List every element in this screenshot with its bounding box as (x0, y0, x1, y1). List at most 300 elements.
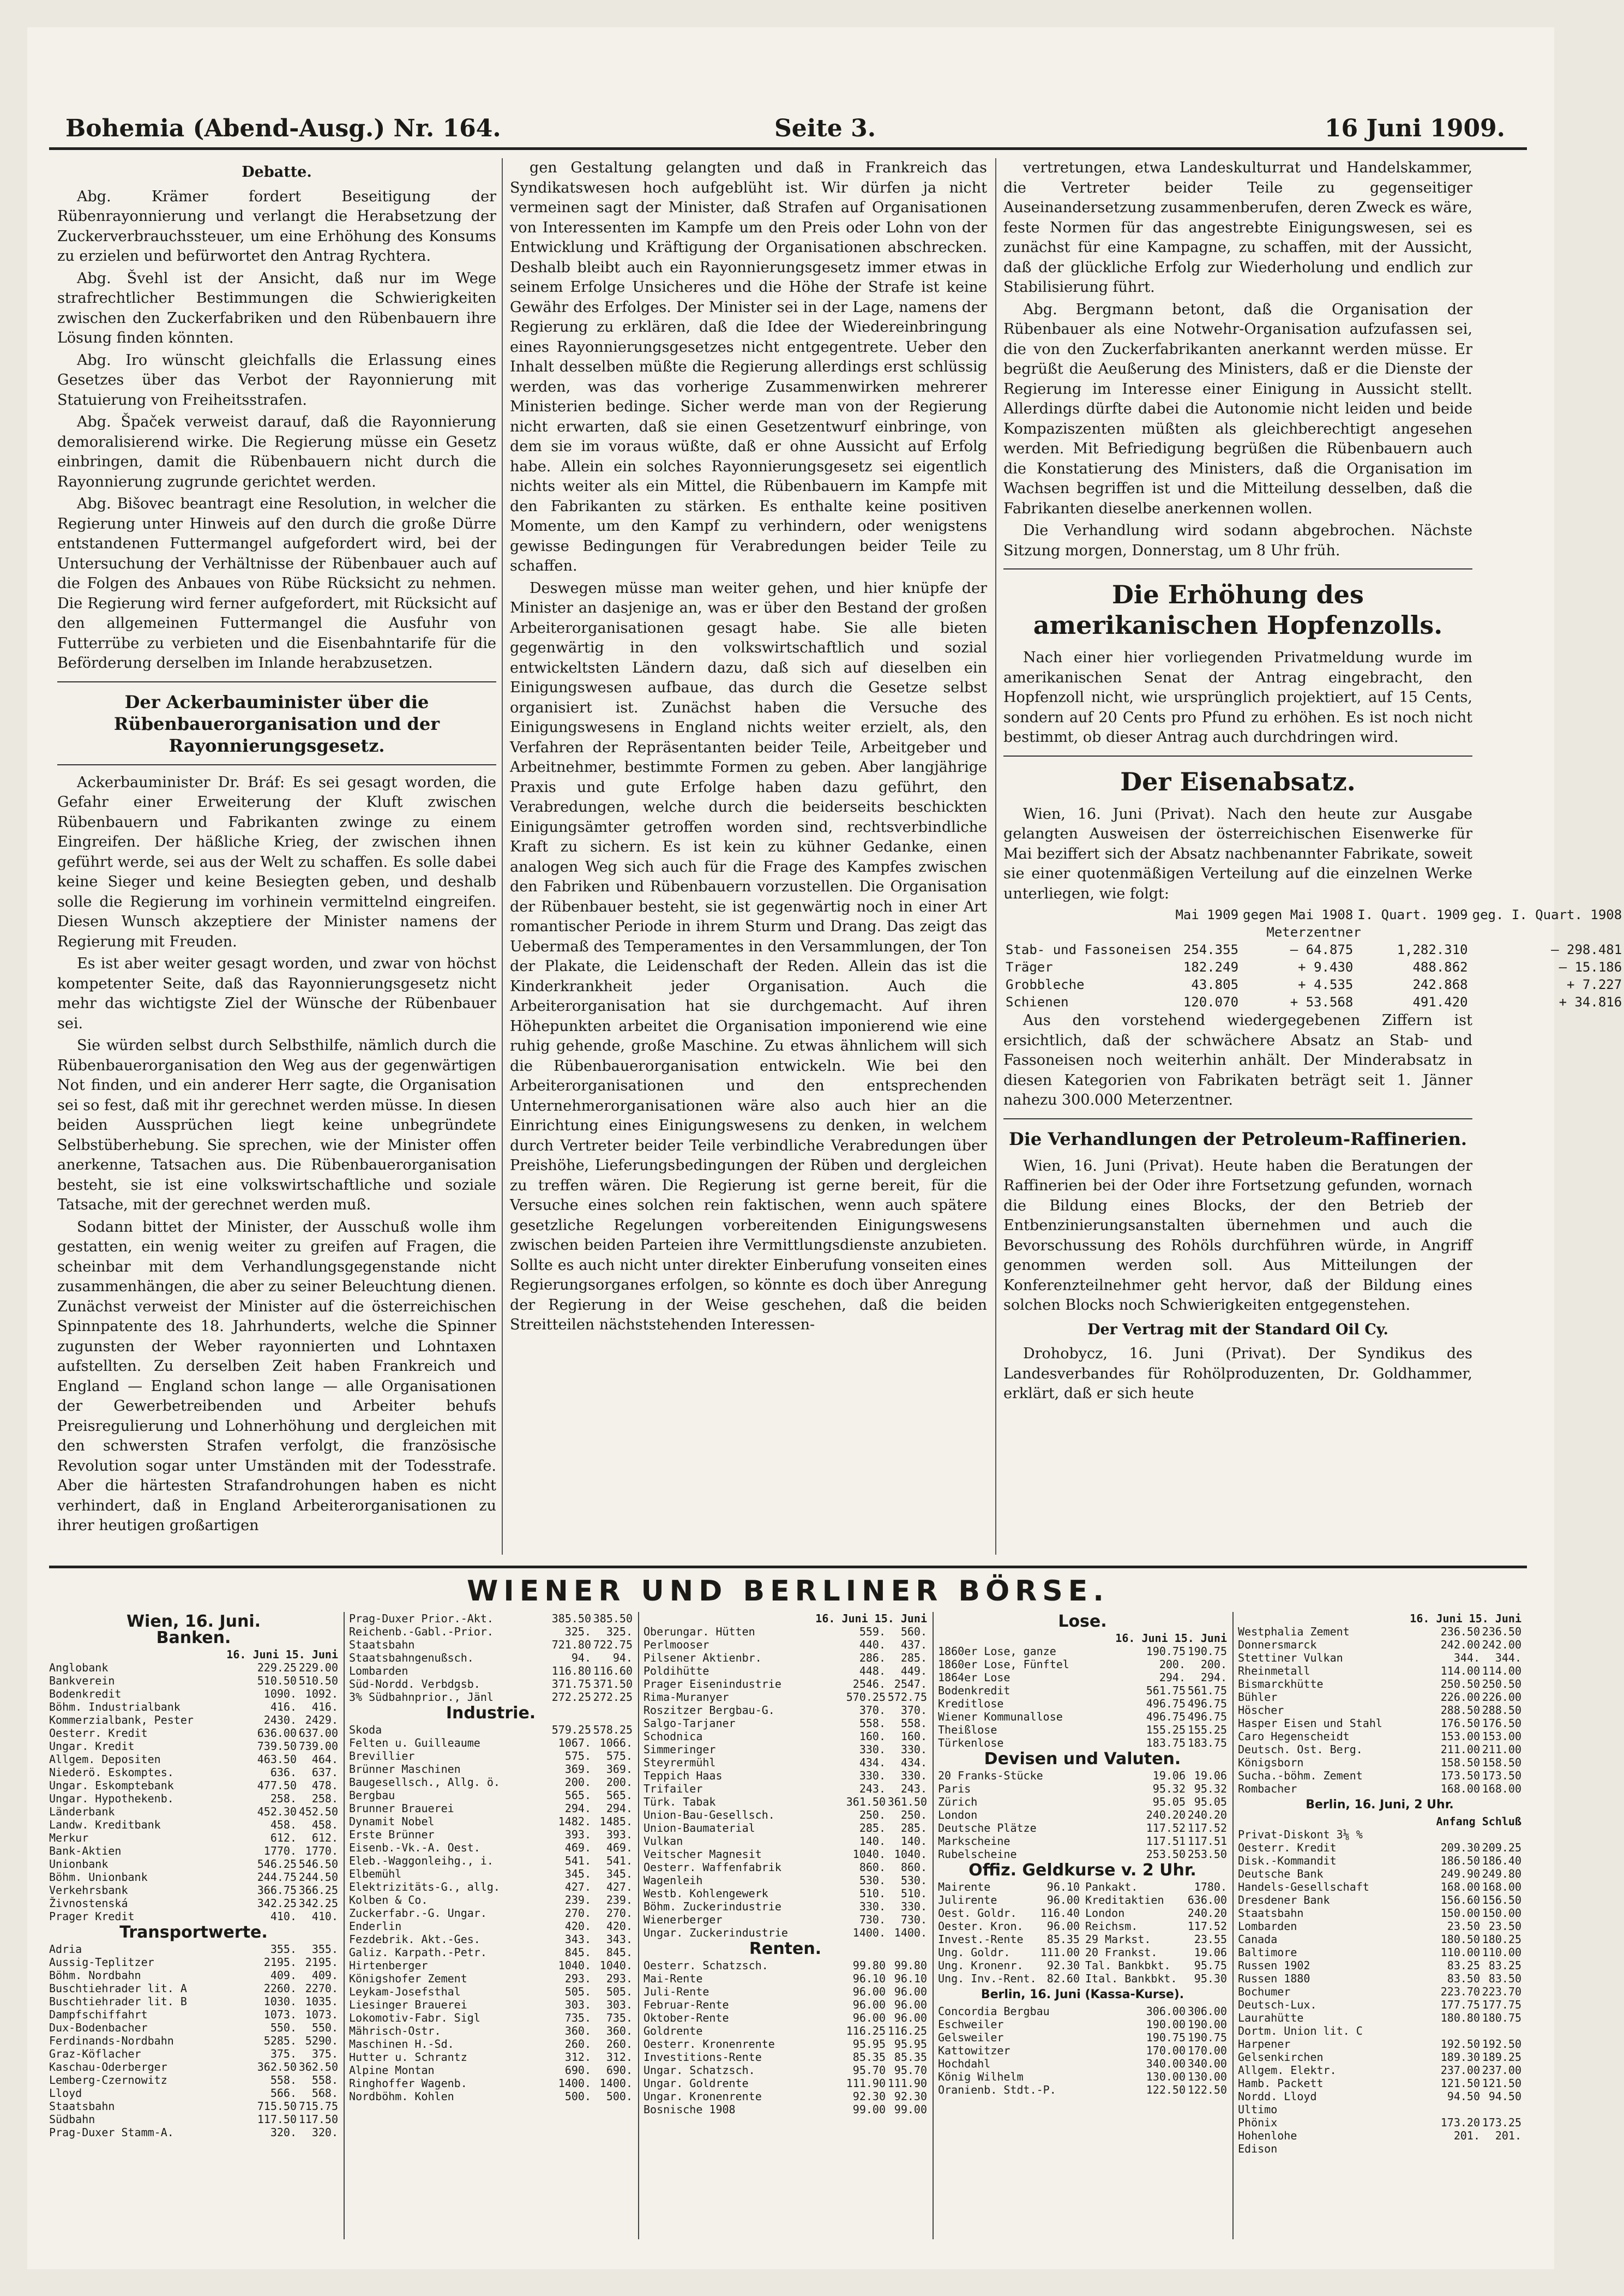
quote-value: 94.50 (1447, 2090, 1480, 2103)
quote-name: Königshofer Zement (349, 1972, 467, 1985)
quote-row (1238, 2090, 1521, 2103)
quote-row (1238, 1769, 1521, 1782)
quote-value: 541. (606, 1854, 633, 1867)
quote-row (349, 1867, 633, 1880)
quote-value: 170.00 (1146, 2044, 1186, 2057)
quote-row (643, 1651, 927, 1664)
quote-value: 236.50 (1482, 1625, 1521, 1638)
quote-name: Wagenleih (643, 1874, 703, 1887)
quote-name: Lemberg-Czernowitz (49, 2073, 167, 2087)
quote-name: Eleb.-Waggonleihg., i. (349, 1854, 494, 1867)
quote-row (49, 1910, 338, 1923)
quote-row (1238, 2024, 1521, 2037)
quote-value: 258. (311, 1792, 338, 1805)
boerse-date-header: Anfang Schluß (1436, 1815, 1521, 1828)
quote-row (938, 1697, 1227, 1710)
quote-value: 150.00 (1440, 1907, 1480, 1920)
quote-row (643, 2064, 927, 2077)
quote-value: 530. (900, 1874, 927, 1887)
quote-value: 690. (564, 2064, 591, 2077)
article-paragraph: Ackerbauminister Dr. Bráf: Es sei gesagt worden, die Gefahr einer Erweiterung der Kluft zwischen Rübenbauern und Fabrikanten zwinge zu einem Eingreifen. Der häßliche Krieg, der zwischen ihnen geführt werde, sei aus der Welt zu schaffen. Es solle dabei keine Sieger und keine Besiegten geben, und deshalb solle die Regierung im vorhinein vermittelnd eingreifen. Diesen Wunsch akzeptiere der Minister namens der Regierung mit Freuden. (57, 774, 496, 950)
quote-row (49, 1700, 338, 1713)
quote-value: 385.50 (593, 1612, 633, 1625)
quote-value: 111.90 (887, 2077, 927, 2090)
quote-list (938, 1880, 1227, 1985)
quote-row (49, 1779, 338, 1792)
quote-name: Oesterr. Kredit (49, 1727, 148, 1740)
quote-value: 325. (606, 1625, 633, 1638)
quote-name: Oest. Goldr. (938, 1907, 1017, 1920)
quote-name: Brünner Maschinen (349, 1763, 461, 1776)
quote-value: 541. (564, 1854, 591, 1867)
quote-value: 96.00 (852, 1998, 886, 2011)
quote-name: Wiener Kommunallose (938, 1710, 1063, 1723)
quote-value: 173.50 (1482, 1769, 1521, 1782)
quote-value: 99.80 (894, 1959, 927, 1972)
quote-value: 575. (564, 1749, 591, 1763)
column-2 (510, 158, 987, 1566)
quote-row (349, 1815, 633, 1828)
quote-value: 416. (311, 1700, 338, 1713)
quote-row (938, 1893, 1227, 1907)
quote-value: 559. (859, 1625, 886, 1638)
quote-value: 237.00 (1440, 2064, 1480, 2077)
quote-name: Lloyd (49, 2087, 82, 2100)
quote-row (643, 1926, 927, 1939)
quote-name: Salgo-Tarjaner (643, 1717, 736, 1730)
quote-name: Buschtiehrader lit. B (49, 1995, 187, 2008)
quote-value: 186.40 (1482, 1854, 1521, 1867)
quote-value: 272.25 (551, 1690, 591, 1704)
quote-value: 130.00 (1187, 2070, 1227, 2083)
quote-row (643, 2011, 927, 2024)
article-paragraph: Wien, 16. Juni (Privat). Nach den heute zur Ausgabe gelangten Ausweisen der österreichischen Eisenwerke für Mai beziffert sich der Absatz nachbenannter Fabrikate, soweit sie einer quotenmäßigen Verteilung auf die einzelnen Werke unterliegen, wie folgt: (1003, 805, 1472, 902)
quote-name: Länderbank (49, 1805, 115, 1818)
quote-row (1238, 1730, 1521, 1743)
quote-value: 121.50 (1440, 2077, 1480, 2090)
table-cell (1003, 906, 1173, 924)
quote-value: 240.20 (1187, 1907, 1227, 1920)
quote-value: 293. (606, 1972, 633, 1985)
quote-value: 92.30 (852, 2090, 886, 2103)
quote-name: Ultimo (1238, 2103, 1278, 2116)
quote-name: Mährisch-Ostr. (349, 2024, 441, 2037)
quote-value: 83.25 (1488, 1959, 1521, 1972)
quote-name: Aussig-Teplitzer (49, 1956, 154, 1969)
quote-value: 496.75 (1146, 1697, 1186, 1710)
table-cell: 254.355 (1183, 942, 1239, 957)
quote-value: 95.30 (1194, 1972, 1227, 1985)
quote-name: Rheinmetall (1238, 1664, 1310, 1677)
quote-value: 1400. (599, 2077, 633, 2090)
quote-name: Hochdahl (938, 2057, 991, 2070)
quote-row (49, 1805, 338, 1818)
quote-name: Trifailer (643, 1782, 703, 1795)
quote-value: 434. (900, 1756, 927, 1769)
quote-value: 1035. (305, 1995, 338, 2008)
table-cell: + 7.227 (1567, 977, 1622, 992)
quote-name: Bergbau (349, 1789, 395, 1802)
quote-value: 427. (564, 1880, 591, 1893)
table-cell: 182.249 (1183, 960, 1239, 975)
quote-value: 1040. (599, 1959, 633, 1972)
quote-value: 244.50 (298, 1871, 338, 1884)
quote-row (938, 1782, 1227, 1795)
quote-row (1238, 1717, 1521, 1730)
quote-value: 1030. (263, 1995, 297, 2008)
quote-value: 330. (900, 1900, 927, 1913)
quote-value: 410. (270, 1910, 297, 1923)
section-title-debatte: Debatte. (242, 164, 312, 181)
quote-value: 240.20 (1187, 1808, 1227, 1821)
boerse-section-industrie: Industrie. (446, 1704, 536, 1723)
quote-value: 393. (564, 1828, 591, 1841)
quote-row (349, 1612, 633, 1625)
quote-row (1238, 1704, 1521, 1717)
quote-name: Oesterr. Waffenfabrik (643, 1861, 781, 1874)
quote-value: 95.75 (1194, 1959, 1227, 1972)
quote-value: 366.25 (298, 1884, 338, 1897)
quote-name: Staatsbahngenußsch. (349, 1651, 474, 1664)
quote-row (643, 1664, 927, 1677)
quote-name: Graz-Köflacher (49, 2047, 141, 2060)
quote-value: 572.75 (887, 1690, 927, 1704)
quote-value: 168.00 (1482, 1880, 1521, 1893)
quote-name: Bochumer (1238, 1985, 1291, 1998)
quote-row (349, 1789, 633, 1802)
quote-name: Union-Baumaterial (643, 1821, 755, 1835)
quote-value: 636. (270, 1766, 297, 1779)
quote-value: 158.50 (1440, 1756, 1480, 1769)
quote-value: 211.00 (1440, 1743, 1480, 1756)
quote-value: 156.50 (1482, 1893, 1521, 1907)
quote-value: 173.20 (1440, 2116, 1480, 2129)
quote-row (349, 1802, 633, 1815)
quote-value: 2429. (305, 1713, 338, 1727)
quote-name: Prager Kredit (49, 1910, 135, 1923)
quote-name: Zürich (938, 1795, 978, 1808)
quote-value: 440. (859, 1638, 886, 1651)
quote-value: 19.06 (1152, 1769, 1186, 1782)
quote-value: 330. (900, 1769, 927, 1782)
quote-value: 371.75 (551, 1677, 591, 1690)
quote-name: Südbahn (49, 2113, 95, 2126)
quote-name: Niederö. Eskomptes. (49, 1766, 174, 1779)
quote-row (49, 1831, 338, 1844)
table-cell: + 34.816 (1559, 994, 1622, 1010)
quote-name: Hirtenberger (349, 1959, 428, 1972)
article-paragraph: Abg. Bergmann betont, daß die Organisation der Rübenbauer als eine Notwehr-Organisation aufzufassen sei, die von den Zuckerfabrikanten anerkannt werden müsse. Er begrüßt die Aeußerung des Ministers, daß er die Dienste der Regierung im Interesse einer Einigung in Aussicht stellt. Allerdings dürfte dabei die Autonomie nicht leiden und beide Kompaziszenten müßten als gleichberechtigt angesehen werden. Mit Befriedigung begrüßen die Rübenbauern auch die Konstatierung des Ministers, daß die Organisation im Wachsen begriffen ist und die Mitteilung desselben, daß die Fabrikanten dieselbe anerkennen wollen. (1003, 301, 1472, 517)
quote-name: Pilsener Aktienbr. (643, 1651, 762, 1664)
table-cell: Stab- und Fassoneisen (1006, 942, 1171, 957)
quote-name: 1860er Lose, ganze (938, 1645, 1056, 1658)
quote-row (643, 1690, 927, 1704)
quote-value: 110.00 (1482, 1946, 1521, 1959)
quote-value: 116.25 (846, 2024, 886, 2037)
quote-row (643, 1756, 927, 1769)
quote-value: 116.60 (593, 1664, 633, 1677)
quote-name: Skoda (349, 1723, 382, 1736)
quote-row (938, 2005, 1227, 2018)
quote-value: 575. (606, 1749, 633, 1763)
quote-value: 410. (311, 1910, 338, 1923)
quote-name: Mai-Rente (643, 1972, 703, 1985)
quote-list (49, 1943, 338, 2139)
quote-name: Nordd. Lloyd (1238, 2090, 1317, 2103)
quote-row (49, 1687, 338, 1700)
quote-value: 330. (900, 1743, 927, 1756)
quote-name: Prager Eisenindustrie (643, 1677, 781, 1690)
quote-value: 393. (606, 1828, 633, 1841)
quote-row (349, 1893, 633, 1907)
quote-row (349, 1763, 633, 1776)
quote-row (49, 2021, 338, 2034)
table-cell: 242.868 (1412, 977, 1468, 992)
quote-name: Goldrente (643, 2024, 703, 2037)
quote-row (49, 1943, 338, 1956)
quote-value: 226.00 (1482, 1690, 1521, 1704)
boerse-city-date: Wien, 16. Juni. (126, 1612, 261, 1631)
quote-value: 95.05 (1194, 1795, 1227, 1808)
table-cell: + 53.568 (1290, 994, 1354, 1010)
header-page-number: Seite 3. (774, 115, 876, 142)
column-divider (502, 158, 503, 1555)
quote-value: 95.95 (894, 2037, 927, 2051)
quote-value: 320. (311, 2126, 338, 2139)
quote-value: 312. (564, 2051, 591, 2064)
quote-value: 116.40 (1040, 1907, 1080, 1920)
quote-value: 369. (606, 1763, 633, 1776)
quote-value: 240.20 (1146, 1808, 1186, 1821)
quote-name: Deutsch. Ost. Berg. (1238, 1743, 1363, 1756)
quote-row (349, 1985, 633, 1998)
quote-name: Hasper Eisen und Stahl (1238, 1717, 1382, 1730)
quote-name: Oktober-Rente (643, 2011, 729, 2024)
quote-row (643, 2037, 927, 2051)
quote-value: 612. (270, 1831, 297, 1844)
quote-name: Eschweiler (938, 2018, 1004, 2031)
article-headline-eisenabsatz: Der Eisenabsatz. (1120, 766, 1356, 796)
quote-value: 239. (606, 1893, 633, 1907)
quote-value: 19.06 (1194, 1946, 1227, 1959)
quote-row (643, 1972, 927, 1985)
quote-value: 92.30 (1046, 1959, 1080, 1972)
quote-row (349, 2024, 633, 2037)
table-cell: Träger (1006, 960, 1053, 975)
quote-name: Russen 1902 (1238, 1959, 1310, 1972)
quote-name: Baltimore (1238, 1946, 1297, 1959)
quote-name: Februar-Rente (643, 1998, 729, 2011)
article-paragraph: Abg. Bišovec beantragt eine Resolution, in welcher die Regierung unter Hinweis auf den durch die große Dürre entstandenen Futtermangel aufgefordert wird, bei der Untersuchung der Verhältnisse der Rübenbauer auch auf die Folgen des Anbaues von Rübe Rücksicht zu nehmen. Die Regierung wird ferner aufgefordert, mit Rücksicht auf den allgemeinen Futtermangel die Ausfuhr von Futterrübe zu verbieten und die Eisenbahntarife für die Beförderung derselben im Inlande herabzusetzen. (57, 495, 496, 672)
quote-value: 325. (564, 1625, 591, 1638)
quote-name: Bodenkredit (49, 1687, 122, 1700)
quote-row (49, 2008, 338, 2021)
quote-row (938, 2044, 1227, 2057)
quote-value: 636.00 (257, 1727, 297, 1740)
quote-value: 242.00 (1440, 1638, 1480, 1651)
quote-row (49, 1766, 338, 1779)
quote-row (643, 1985, 927, 1998)
quote-name: Westphalia Zement (1238, 1625, 1350, 1638)
table-cell: 491.420 (1412, 994, 1468, 1010)
quote-row (938, 2018, 1227, 2031)
quote-name: 1860er Lose, Fünftel (938, 1658, 1069, 1671)
quote-value: 150.00 (1482, 1907, 1521, 1920)
quote-row (349, 1972, 633, 1985)
quote-row (49, 1871, 338, 1884)
quote-row (49, 2087, 338, 2100)
quote-row (1238, 1651, 1521, 1664)
table-row (1003, 958, 1624, 976)
quote-value: 155.25 (1187, 1723, 1227, 1736)
quote-value: 250.50 (1440, 1677, 1480, 1690)
quote-value: 1780. (1194, 1880, 1227, 1893)
quote-value: 96.00 (894, 2011, 927, 2024)
quote-value: 530. (859, 1874, 886, 1887)
quote-value: 478. (311, 1779, 338, 1792)
quote-row (349, 1828, 633, 1841)
article-paragraph: Wien, 16. Juni (Privat). Heute haben die Beratungen der Raffinerien bei der Oder ihre Fortsetzung gefunden, wornach die Bildung eines Blocks, der den Betrieb der Entbenzinierungsanstalten übernehmen und auch die Bevorschussung des Rohöls durchführen würde, in Angriff genommen werden soll. Aus Mitteilungen der Konferenzteilnehmer geht hervor, daß der Bildung eines solchen Blocks noch Schwierigkeiten entgegenstehen. (1003, 1157, 1472, 1314)
quote-value: 1485. (599, 1815, 633, 1828)
quote-name: Elbemühl (349, 1867, 402, 1880)
quote-list (643, 1625, 927, 1939)
table-cell: + 4.535 (1298, 977, 1354, 992)
quote-value: 170.00 (1187, 2044, 1227, 2057)
quote-value: 95.70 (852, 2064, 886, 2077)
quote-name: Elektrizitäts-G., allg. (349, 1880, 500, 1893)
quote-value: 209.30 (1440, 1841, 1480, 1854)
quote-value: 201. (1453, 2129, 1480, 2142)
quote-row (49, 1740, 338, 1753)
quote-value: 1400. (894, 1926, 927, 1939)
quote-value (1480, 2103, 1521, 2116)
quote-value: 715.75 (298, 2100, 338, 2113)
quote-row (49, 1969, 338, 1982)
quote-value: 200. (1159, 1658, 1186, 1671)
quote-value: 293. (564, 1972, 591, 1985)
quote-name: Sucha.-böhm. Zement (1238, 1769, 1363, 1782)
quote-value: 469. (606, 1841, 633, 1854)
quote-row (938, 1658, 1227, 1671)
quote-value: 250. (859, 1808, 886, 1821)
quote-name: Höscher (1238, 1704, 1284, 1717)
quote-value: 1040. (852, 1848, 886, 1861)
quote-name: Gelsweiler (938, 2031, 1004, 2044)
quote-value: 636.00 (1187, 1893, 1227, 1907)
quote-name: Živnostenská (49, 1897, 128, 1910)
boerse-section-lose: Lose. (1058, 1612, 1107, 1631)
quote-row (349, 2064, 633, 2077)
quote-value: 330. (859, 1769, 886, 1782)
quote-name: Böhm. Nordbahn (49, 1969, 141, 1982)
quote-row (643, 1795, 927, 1808)
quote-value (1480, 2024, 1521, 2037)
quote-row (349, 1723, 633, 1736)
quote-value: 168.00 (1440, 1880, 1480, 1893)
quote-value: 153.00 (1482, 1730, 1521, 1743)
quote-name: Ungar. Kredit (49, 1740, 135, 1753)
quote-name: Staatsbahn (49, 2100, 115, 2113)
quote-value: 96.00 (852, 1985, 886, 1998)
quote-row (1238, 2051, 1521, 2064)
quote-value: 477.50 (257, 1779, 297, 1792)
quote-name: Disk.-Kommandit (1238, 1854, 1337, 1867)
quote-value: 558. (900, 1717, 927, 1730)
quote-name: Steyrermühl (643, 1756, 716, 1769)
column-1 (57, 158, 496, 1566)
quote-value: 340.00 (1187, 2057, 1227, 2070)
quote-name: Adria (49, 1943, 82, 1956)
table-cell: 1,282.310 (1397, 942, 1468, 957)
quote-name: Brunner Brauerei (349, 1802, 454, 1815)
quote-value: 117.50 (257, 2113, 297, 2126)
quote-value: 306.00 (1187, 2005, 1227, 2018)
quote-row (1238, 2103, 1521, 2116)
quote-value: 83.25 (1447, 1959, 1480, 1972)
quote-row (938, 1645, 1227, 1658)
quote-row (1238, 1841, 1521, 1854)
quote-value: 96.10 (852, 1972, 886, 1985)
quote-name: Stettiner Vulkan (1238, 1651, 1343, 1664)
quote-value: 420. (606, 1920, 633, 1933)
quote-row (938, 1808, 1227, 1821)
quote-value: 95.32 (1152, 1782, 1186, 1795)
quote-row (643, 2090, 927, 2103)
quote-name: Böhm. Unionbank (49, 1871, 148, 1884)
quote-value: 496.75 (1187, 1697, 1227, 1710)
quote-value: 448. (859, 1664, 886, 1677)
quote-value: 140. (900, 1835, 927, 1848)
quote-name: Paris (938, 1782, 971, 1795)
quote-value: 173.50 (1440, 1769, 1480, 1782)
quote-value: 243. (900, 1782, 927, 1795)
quote-value: 845. (564, 1946, 591, 1959)
quote-row (643, 1913, 927, 1926)
quote-value: 355. (270, 1943, 297, 1956)
quote-list (1238, 1625, 1521, 1795)
quote-value: 122.50 (1187, 2083, 1227, 2096)
article-paragraph: Abg. Špaček verweist darauf, daß die Rayonnierung demoralisierend wirke. Die Regierung müsse ein Gesetz einbringen, damit die Rübenbauern nicht durch die Rayonnierung zugrunde gerichtet werden. (57, 413, 496, 490)
quote-name: Kattowitzer (938, 2044, 1011, 2057)
quote-row (349, 1933, 633, 1946)
quote-row (49, 1844, 338, 1857)
quote-name: Tal. Bankbkt. (1085, 1959, 1171, 1972)
quote-value: 345. (606, 1867, 633, 1880)
quote-value: 249.90 (1440, 1867, 1480, 1880)
quote-name: Theißlose (938, 1723, 997, 1736)
quote-value: 579.25 (551, 1723, 591, 1736)
quote-name: Laurahütte (1238, 2011, 1304, 2024)
quote-row (938, 1933, 1227, 1946)
quote-name: Ungar. Goldrente (643, 2077, 749, 2090)
quote-row (1238, 1972, 1521, 1985)
column-divider (995, 158, 996, 1555)
quote-name: Kolben & Co. (349, 1893, 428, 1907)
quote-value: 189.30 (1440, 2051, 1480, 2064)
quote-value: 385.50 (551, 1612, 591, 1625)
quote-value: 189.25 (1482, 2051, 1521, 2064)
quote-row (49, 2047, 338, 2060)
quote-name: Ungar. Kronenrente (643, 2090, 762, 2103)
quote-name: Prag-Duxer Stamm-A. (49, 2126, 174, 2139)
quote-value: 239. (564, 1893, 591, 1907)
boerse-column-3 (643, 1612, 927, 2239)
quote-name: Bosnische 1908 (643, 2103, 736, 2116)
quote-name: Ungar. Eskomptebank (49, 1779, 174, 1792)
quote-name: König Wilhelm (938, 2070, 1024, 2083)
quote-value: 1073. (305, 2008, 338, 2021)
quote-row (1238, 1677, 1521, 1690)
